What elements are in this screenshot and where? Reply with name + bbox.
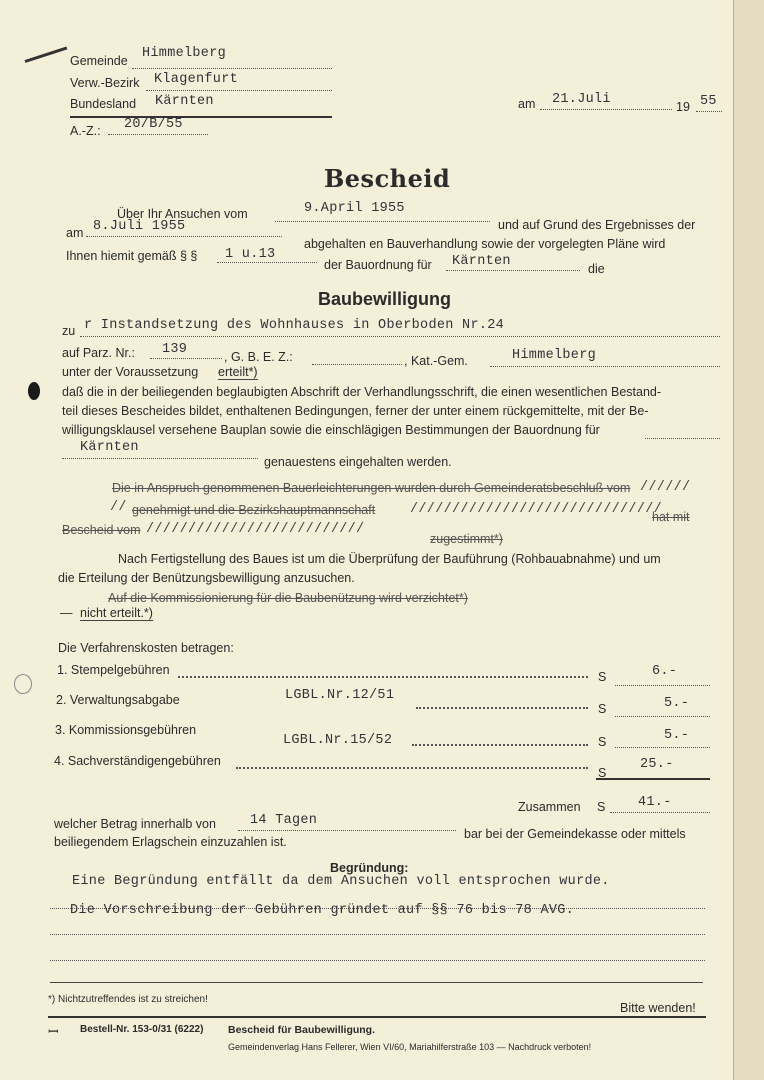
paragraph-numbers: 1 u.13 — [225, 247, 276, 262]
payment-prefix: welcher Betrag innerhalb von — [54, 817, 216, 831]
land-value: Kärnten — [80, 440, 139, 455]
struck-line2-end: hat mit — [652, 510, 690, 524]
date-prefix: am — [518, 97, 536, 111]
punch-hole — [14, 674, 32, 694]
voraussetzung-text: unter der Voraussetzung — [62, 365, 199, 379]
erteilt-marked: erteilt*) — [218, 365, 258, 379]
document-title: Bescheid — [324, 164, 451, 193]
payment-suffix: bar bei der Gemeindekasse oder mittels — [464, 827, 686, 841]
reason-line1: Eine Begründung entfällt da dem Ansuchen voll entsprochen wurde. — [72, 874, 610, 889]
order-number: Bestell-Nr. 153-0/31 (6222) — [80, 1024, 204, 1035]
cost-currency: S — [598, 702, 607, 716]
year-prefix: 19 — [676, 100, 690, 114]
next-page-edge — [733, 0, 764, 1080]
gemeinde-value: Himmelberg — [142, 46, 227, 61]
cost-item-label: 2. Verwaltungsabgabe — [56, 693, 180, 707]
year-value: 55 — [700, 94, 717, 109]
cost-item-label: 1. Stempelgebühren — [57, 663, 170, 677]
document-page: Gemeinde Himmelberg Verw.-Bezirk Klagenfurt Bundesland Kärnten A.-Z.: 20/B/55 am 21.Juli 19 55 Bescheid Über Ihr Ansuchen vom 9.April 1955 und auf Grund des Ergebnisses der am 8.Juli 1955 abgehalten en Bauverhandlung sowie der vorgelegten Pläne wird Ihnen hiemit gemäß § § 1 u.13 der Bauordnung für Kärnten die Baubewilligung zu r Instandsetzung des Wohnhauses in Oberboden Nr.24 auf Parz. Nr.: 139 , G. B. E. Z.: , Kat.-Gem. Himmelberg unter der Voraussetzung erteilt*) daß die in der beiliegenden beglaubigten Abschrift der Verhandlungsschrift, die einen wesentlichen Bestand- teil dieses Bescheides bildet, enthaltenen Bedingungen, ferner der unter einem rückgemittelte, mit der Be- willigungsklausel versehene Bauplan sowie die einschlägigen Bestimmungen der Bauordnung für Kärnten genauestens eingehalten werden. Die in Anspruch genommenen Bauerleichterungen wurden durch Gemeinderatsbeschluß vom ////// // genehmigt und die Bezirkshauptmannschaft ////////////////////////////// hat mit Bescheid vom ////////////////////////// zugestimmt*) Nach Fertigstellung des Baues ist um die Überprüfung der Bauführung (Rohbauabnahme) und um die Erteilung der Benützungsbewilligung anzusuchen. Auf die Kommissionierung für die Baubenützung wird verzichtet*) — nicht erteilt.*) Die Verfahrenskosten betragen: 1. Stempelgebühren S 6.- 2. Verwaltungsabgabe LGBL.Nr.12/51 S 5.- 3. Kommissionsgebühren LGBL.Nr.15/52 S 5.- 4. Sachverständigengebühren S 25.- Zusammen S 41.- welcher Betrag innerhalb von 14 Tagen bar bei der Gemeindekasse oder mittels beiliegendem Erlagschein einzuzahlen ist. Begründung: Eine Begründung entfällt da dem Ansuchen voll entsprochen wurde. Die Vorschreibung der Gebühren gründet auf §§ 76 bis 78 AVG. *) Nichtzutreffendes ist zu streichen! Bitte wenden! ꟷ Bestell-Nr. 153-0/31 (6222) Bescheid für Baubewilligung. Gemeindenverlag Hans Fellerer, Wien VI/60, Mariahilferstraße 103 — Nachdruck verboten! — [0, 0, 764, 1080]
building-code-land: Kärnten — [452, 254, 511, 269]
az-label: A.-Z.: — [70, 124, 101, 138]
footnote: *) Nichtzutreffendes ist zu streichen! — [48, 994, 208, 1005]
az-value: 20/B/55 — [124, 117, 183, 132]
cost-currency: S — [598, 735, 607, 749]
total-label: Zusammen — [518, 800, 581, 814]
cost-currency: S — [598, 670, 607, 684]
bezirk-value: Klagenfurt — [154, 72, 239, 87]
cost-amount: 6.- — [652, 664, 678, 679]
nicht-erteilt: nicht erteilt.*) — [80, 606, 153, 620]
cost-note: LGBL.Nr.12/51 — [285, 688, 395, 703]
reason-heading: Begründung: — [330, 861, 409, 875]
cost-amount: 25.- — [640, 757, 674, 772]
publisher-logo-icon: ꟷ — [48, 1024, 59, 1039]
payment-line2: beiliegendem Erlagschein einzuzahlen ist. — [54, 835, 287, 849]
completion-dash: — — [60, 606, 73, 620]
bezirk-label: Verw.-Bezirk — [70, 76, 140, 90]
pen-mark — [25, 46, 68, 62]
bundesland-value: Kärnten — [155, 94, 214, 109]
cost-currency: S — [598, 766, 607, 780]
bundesland-label: Bundesland — [70, 97, 137, 111]
permit-para-line1: daß die in der beiliegenden beglaubigten Abschrift der Verhandlungsschrift, die einen wesentlichen Bestand- — [62, 385, 662, 399]
cost-amount: 5.- — [664, 728, 690, 743]
total-currency: S — [597, 800, 606, 814]
intro-line3-suffix: die — [588, 262, 605, 276]
gemeinde-label: Gemeinde — [70, 54, 128, 68]
cost-note: LGBL.Nr.15/52 — [283, 733, 393, 748]
costs-heading: Die Verfahrenskosten betragen: — [58, 641, 234, 655]
punch-hole — [28, 382, 40, 400]
subtitle: Baubewilligung — [318, 289, 451, 309]
intro-line3-mid: der Bauordnung für — [324, 258, 432, 272]
permit-para-line4: genauestens eingehalten werden. — [264, 455, 452, 469]
date-value: 21.Juli — [552, 92, 611, 107]
intro-line2-prefix: am — [66, 226, 84, 240]
intro-line3-prefix: Ihnen hiemit gemäß § § — [66, 249, 198, 263]
struck-line2: genehmigt und die Bezirkshauptmannschaft — [132, 503, 376, 517]
struck-line3: Bescheid vom — [62, 523, 141, 537]
parz-label: auf Parz. Nr.: — [62, 346, 135, 360]
cost-item-label: 4. Sachverständigengebühren — [54, 754, 221, 768]
hearing-date: 8.Juli 1955 — [93, 219, 186, 234]
completion-line1: Nach Fertigstellung des Baues ist um die Überprüfung der Bauführung (Rohbauabnahme) und um — [118, 552, 661, 566]
cost-item-label: 3. Kommissionsgebühren — [55, 723, 197, 737]
turn-page-note: Bitte wenden! — [620, 1001, 696, 1015]
zu-label: zu — [62, 324, 76, 338]
permit-para-line2: teil dieses Bescheides bildet, enthaltenen Bedingungen, ferner der unter einem rückgemittelte, mit der Be- — [62, 404, 649, 418]
struck-line3-end: zugestimmt*) — [430, 532, 503, 546]
completion-line3-struck: Auf die Kommissionierung für die Baubenützung wird verzichtet*) — [108, 591, 468, 605]
project-description: r Instandsetzung des Wohnhauses in Oberboden Nr.24 — [84, 318, 505, 333]
permit-para-line3: willigungsklausel versehene Bauplan sowie die einschlägigen Bestimmungen der Bauordnung für — [62, 423, 600, 437]
kat-label: , Kat.-Gem. — [404, 354, 468, 368]
gbez-label: , G. B. E. Z.: — [224, 350, 293, 364]
kat-value: Himmelberg — [512, 348, 597, 363]
struck-line1: Die in Anspruch genommenen Bauerleichterungen wurden durch Gemeinderatsbeschluß vom — [112, 481, 631, 495]
reason-line2: Die Vorschreibung der Gebühren gründet auf §§ 76 bis 78 AVG. — [70, 903, 575, 918]
intro-line1-suffix: und auf Grund des Ergebnisses der — [498, 218, 696, 232]
publisher: Gemeindenverlag Hans Fellerer, Wien VI/60, Mariahilferstraße 103 — Nachdruck verboten! — [228, 1042, 592, 1052]
completion-line2: die Erteilung der Benützungsbewilligung anzusuchen. — [58, 571, 355, 585]
cost-amount: 5.- — [664, 696, 690, 711]
form-title: Bescheid für Baubewilligung. — [228, 1024, 376, 1036]
application-date: 9.April 1955 — [304, 201, 405, 216]
intro-line2-suffix: abgehalten en Bauverhandlung sowie der vorgelegten Pläne wird — [304, 237, 666, 251]
intro-line1-prefix: Über Ihr Ansuchen vom — [117, 207, 248, 221]
payment-deadline: 14 Tagen — [250, 813, 318, 828]
parz-value: 139 — [162, 342, 188, 357]
total-amount: 41.- — [638, 795, 672, 810]
